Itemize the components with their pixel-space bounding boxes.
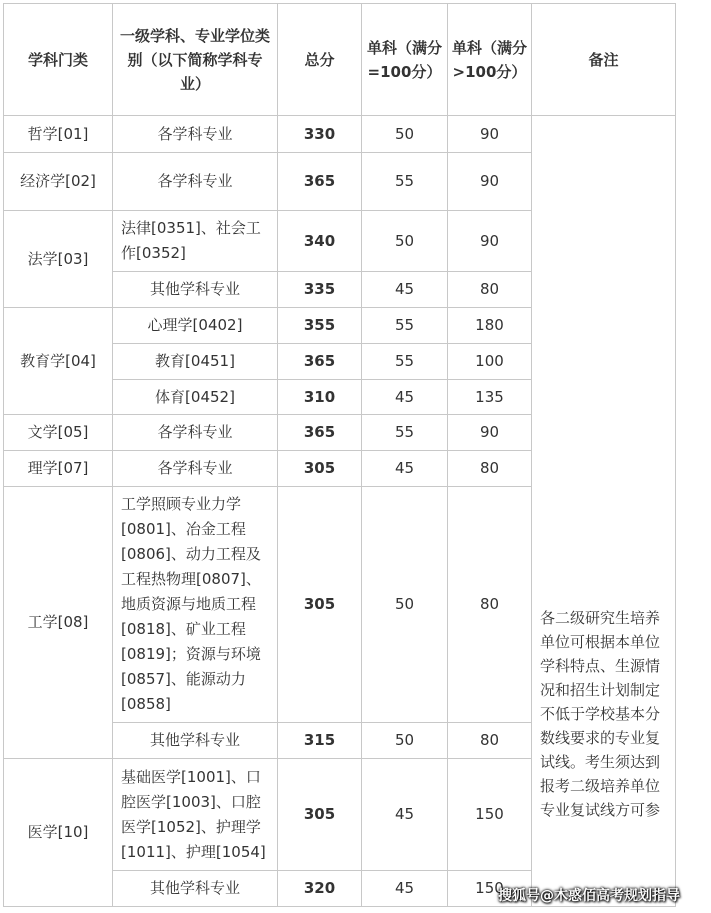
total-score-cell: 310 [278, 380, 362, 415]
single-over-100-cell: 90 [448, 153, 532, 211]
major-cell: 其他学科专业 [113, 272, 278, 308]
header-category: 学科门类 [4, 4, 113, 116]
total-score-cell: 305 [278, 451, 362, 487]
single-100-cell: 45 [362, 272, 448, 308]
major-cell: 基础医学[1001]、口腔医学[1003]、口腔医学[1052]、护理学[1011]、护理[1054] [113, 759, 278, 871]
single-over-100-cell: 90 [448, 415, 532, 451]
total-score-cell: 340 [278, 211, 362, 272]
header-major: 一级学科、专业学位类别（以下简称学科专业） [113, 4, 278, 116]
watermark-text: 搜狐号@木惑佰高考规划指导 [498, 888, 680, 904]
table-row [4, 116, 676, 153]
single-over-100-cell: 80 [448, 723, 532, 759]
single-100-cell: 55 [362, 415, 448, 451]
single-over-100-cell: 90 [448, 211, 532, 272]
category-cell: 经济学[02] [4, 153, 113, 211]
single-100-cell: 55 [362, 344, 448, 380]
header-total: 总分 [278, 4, 362, 116]
total-score-cell: 335 [278, 272, 362, 308]
single-100-cell: 50 [362, 211, 448, 272]
total-score-cell: 365 [278, 344, 362, 380]
remark-cell [532, 116, 676, 907]
header-row [4, 4, 676, 116]
category-cell: 哲学[01] [4, 116, 113, 153]
single-100-cell: 50 [362, 487, 448, 723]
major-cell: 各学科专业 [113, 415, 278, 451]
single-100-cell: 45 [362, 451, 448, 487]
single-over-100-cell: 80 [448, 272, 532, 308]
major-cell: 其他学科专业 [113, 723, 278, 759]
category-cell: 文学[05] [4, 415, 113, 451]
single-100-cell: 45 [362, 380, 448, 415]
single-over-100-cell: 90 [448, 116, 532, 153]
score-table [3, 3, 676, 907]
single-over-100-cell: 80 [448, 451, 532, 487]
total-score-cell: 365 [278, 415, 362, 451]
major-cell: 体育[0452] [113, 380, 278, 415]
single-100-cell: 55 [362, 308, 448, 344]
category-cell: 医学[10] [4, 759, 113, 907]
single-over-100-cell: 100 [448, 344, 532, 380]
single-over-100-cell: 180 [448, 308, 532, 344]
total-score-cell: 305 [278, 759, 362, 871]
single-over-100-cell: 135 [448, 380, 532, 415]
major-cell: 心理学[0402] [113, 308, 278, 344]
total-score-cell: 365 [278, 153, 362, 211]
major-cell: 法律[0351]、社会工作[0352] [113, 211, 278, 272]
single-100-cell: 55 [362, 153, 448, 211]
single-100-cell: 50 [362, 723, 448, 759]
major-cell: 各学科专业 [113, 116, 278, 153]
major-cell: 工学照顾专业力学[0801]、冶金工程[0806]、动力工程及工程热物理[0807]、地质资源与地质工程[0818]、矿业工程[0819]；资源与环境[0857]、能源动力[0858] [113, 487, 278, 723]
total-score-cell: 320 [278, 871, 362, 907]
category-cell: 理学[07] [4, 451, 113, 487]
major-cell: 各学科专业 [113, 451, 278, 487]
major-cell: 其他学科专业 [113, 871, 278, 907]
single-100-cell: 45 [362, 871, 448, 907]
category-cell: 教育学[04] [4, 308, 113, 415]
total-score-cell: 330 [278, 116, 362, 153]
total-score-cell: 355 [278, 308, 362, 344]
single-over-100-cell: 150 [448, 759, 532, 871]
single-over-100-cell: 80 [448, 487, 532, 723]
total-score-cell: 305 [278, 487, 362, 723]
category-cell: 法学[03] [4, 211, 113, 308]
header-single-over-100: 单科（满分>100分） [448, 4, 532, 116]
major-cell: 各学科专业 [113, 153, 278, 211]
major-cell: 教育[0451] [113, 344, 278, 380]
total-score-cell: 315 [278, 723, 362, 759]
remark-text: 各二级研究生培养单位可根据本单位学科特点、生源情况和招生计划制定不低于学校基本分数线要求的专业复试线。考生须达到报考二级培养单位专业复试线方可参 [540, 609, 661, 819]
category-cell: 工学[08] [4, 487, 113, 759]
single-100-cell: 50 [362, 116, 448, 153]
single-100-cell: 45 [362, 759, 448, 871]
single-over-100-cell: 150 [448, 871, 532, 907]
header-remark: 备注 [532, 4, 676, 116]
header-single-100: 单科（满分=100分） [362, 4, 448, 116]
